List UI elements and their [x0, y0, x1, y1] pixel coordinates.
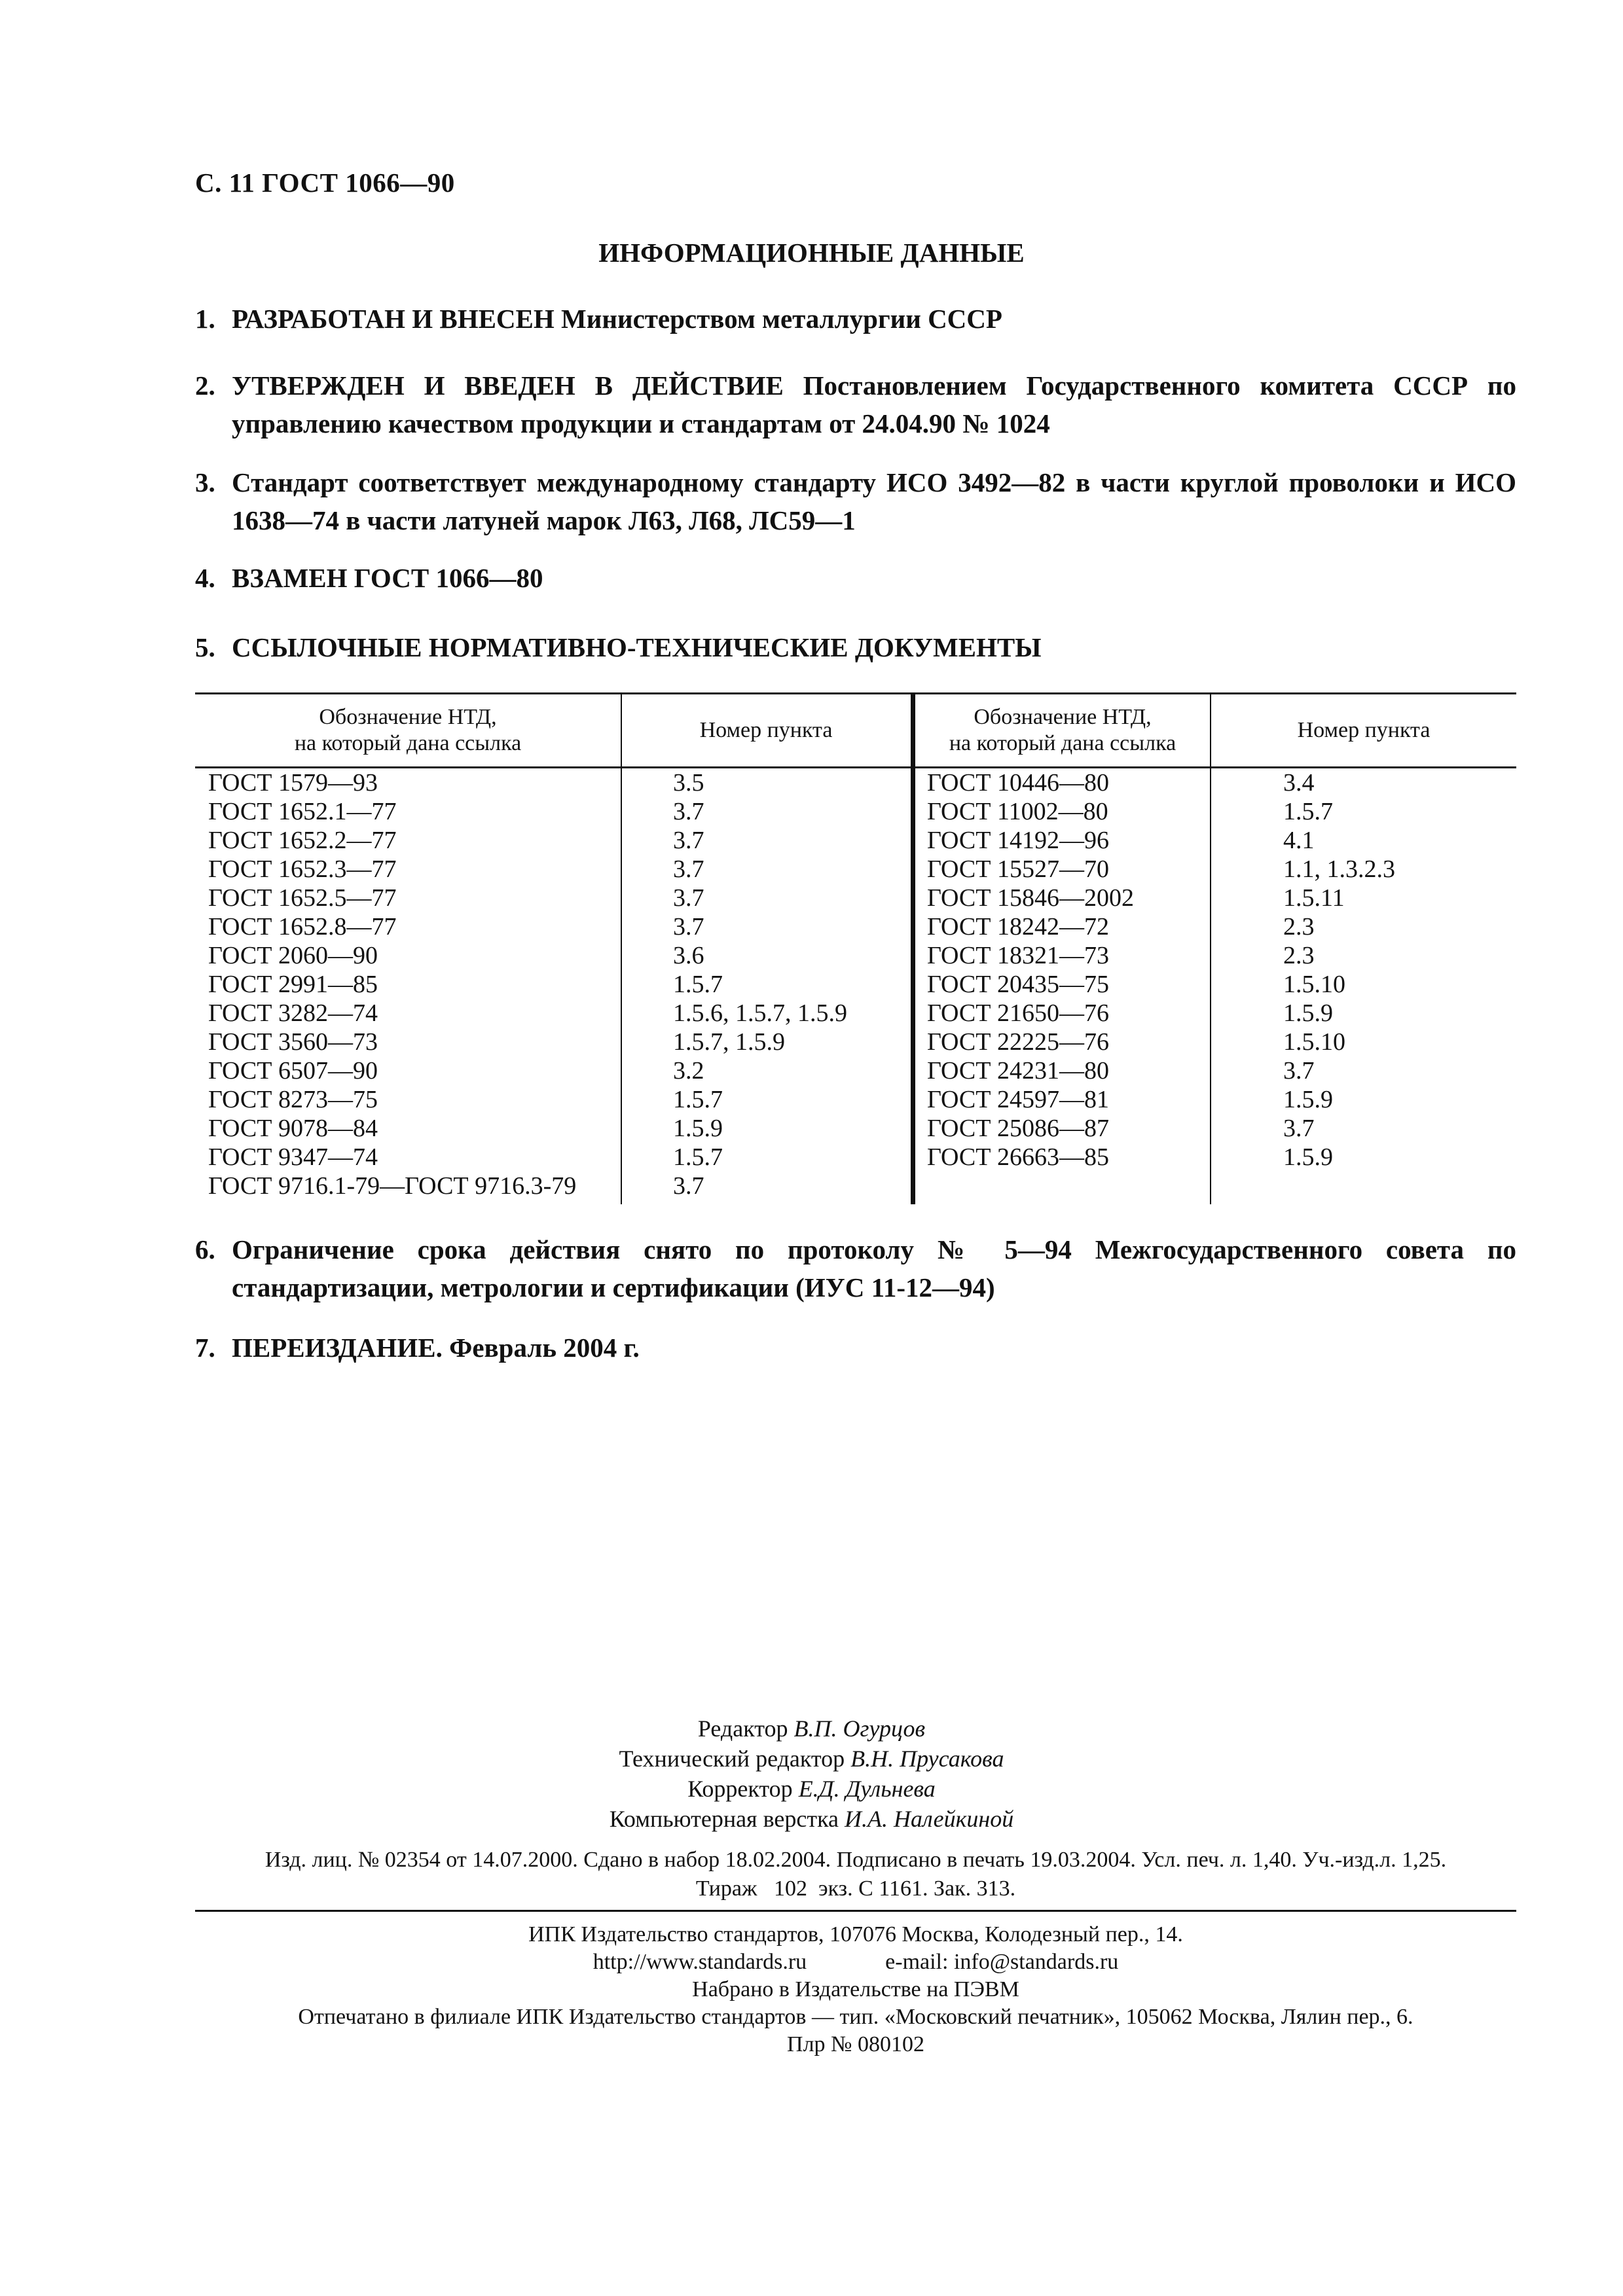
horizontal-rule: [195, 1910, 1516, 1912]
table-cell: ГОСТ 18321—73: [927, 942, 1109, 969]
credit-row: [0, 1713, 1623, 1744]
info-item-5: [195, 628, 1516, 666]
item-text: Министерством металлургии СССР: [554, 304, 1002, 334]
table-cell: ГОСТ 6507—90: [208, 1057, 378, 1085]
table-cell: ГОСТ 18242—72: [927, 913, 1109, 941]
header-clause-left: Номер пункта: [699, 718, 833, 742]
table-cell: 3.7: [673, 827, 704, 854]
credits-block: [0, 1713, 1623, 1834]
table-cell: 1.5.11: [1283, 884, 1345, 912]
publisher-email[interactable]: e-mail: info@standards.ru: [885, 1950, 1119, 1974]
column-divider-thick: [911, 694, 915, 766]
table-cell: 3.4: [1283, 769, 1315, 797]
imprint-line: Тираж 102 экз. С 1161. Зак. 313.: [695, 1876, 1016, 1901]
header-ntd-right: Обозначение НТД, на который дана ссылка: [949, 705, 1176, 755]
item-lead: ВЗАМЕН ГОСТ 1066—80: [232, 563, 543, 593]
table-cell: 3.7: [673, 855, 704, 883]
table-cell: ГОСТ 15527—70: [927, 855, 1109, 883]
item-number: 3.: [195, 467, 215, 497]
column-divider: [621, 768, 622, 1204]
item-text: Февраль 2004 г.: [442, 1333, 640, 1363]
running-head: С. 11 ГОСТ 1066—90: [195, 168, 455, 198]
credit-role: Компьютерная верстка: [609, 1806, 839, 1832]
credit-name: И.А. Налейкиной: [845, 1806, 1014, 1832]
item-text: Постановлением Государственного комитета СССР по управлению качеством продукции и стандартам от 24.04.90 № 1024: [232, 370, 1516, 439]
table-cell: 1.5.10: [1283, 971, 1345, 998]
table-cell: ГОСТ 2991—85: [208, 971, 378, 998]
header-clause-right: Номер пункта: [1297, 718, 1431, 742]
column-divider-thick: [911, 768, 915, 1204]
table-cell: 2.3: [1283, 942, 1315, 969]
credit-role: Редактор: [697, 1715, 788, 1742]
header-ntd-left: Обозначение НТД, на который дана ссылка: [294, 705, 522, 755]
info-item-1: [195, 300, 1516, 338]
table-cell: ГОСТ 1652.5—77: [208, 884, 397, 912]
credit-row: [0, 1774, 1623, 1804]
table-cell: 1.5.7, 1.5.9: [673, 1028, 785, 1056]
item-lead: ПЕРЕИЗДАНИЕ.: [232, 1333, 443, 1363]
info-item-6: [195, 1230, 1516, 1306]
item-number: 2.: [195, 370, 215, 401]
table-cell: 3.7: [673, 913, 704, 941]
column-clause-right: [1283, 768, 1395, 1172]
table-cell: 3.7: [1283, 1057, 1315, 1085]
imprint-line: Изд. лиц. № 02354 от 14.07.2000. Сдано в набор 18.02.2004. Подписано в печать 19.03.2004. Усл. печ. л. 1,40. Уч.-изд.л. 1,25.: [264, 1848, 1447, 1872]
credit-role: Технический редактор: [619, 1746, 845, 1772]
credit-row: [0, 1804, 1623, 1834]
info-item-7: [195, 1329, 1516, 1367]
table-cell: 2.3: [1283, 913, 1315, 941]
table-cell: ГОСТ 9716.1-79—ГОСТ 9716.3-79: [208, 1172, 577, 1200]
publisher-block: [195, 1921, 1516, 2058]
section-title: ИНФОРМАЦИОННЫЕ ДАННЫЕ: [598, 238, 1025, 268]
table-cell: ГОСТ 25086—87: [927, 1115, 1109, 1142]
item-number: 7.: [195, 1333, 215, 1363]
table-cell: ГОСТ 1652.2—77: [208, 827, 397, 854]
credit-name: В.П. Огурцов: [793, 1715, 926, 1742]
column-divider: [1210, 768, 1211, 1204]
publisher-print-note: Отпечатано в филиале ИПК Издательство стандартов — тип. «Московский печатник», 105062 Москва, Лялин пер., 6.: [298, 2005, 1413, 2029]
table-cell: ГОСТ 1579—93: [208, 769, 378, 797]
table-cell: 1.5.9: [1283, 1143, 1333, 1171]
credit-name: Е.Д. Дульнева: [798, 1776, 936, 1802]
publisher-address: ИПК Издательство стандартов, 107076 Москва, Колодезный пер., 14.: [528, 1922, 1183, 1946]
reference-table-header: [195, 692, 1516, 768]
column-clause-left: [673, 768, 847, 1200]
table-cell: ГОСТ 3282—74: [208, 999, 378, 1027]
imprint-block: [195, 1846, 1516, 1903]
item-lead: УТВЕРЖДЕН И ВВЕДЕН В ДЕЙСТВИЕ: [232, 370, 784, 401]
credit-name: В.Н. Прусакова: [850, 1746, 1004, 1772]
table-cell: ГОСТ 1652.3—77: [208, 855, 397, 883]
table-cell: 3.7: [673, 884, 704, 912]
reference-table-body: [195, 768, 1516, 1204]
table-cell: 1.5.7: [1283, 798, 1333, 825]
table-cell: ГОСТ 3560—73: [208, 1028, 378, 1056]
table-cell: 3.7: [673, 798, 704, 825]
item-number: 5.: [195, 632, 215, 662]
table-cell: 1.5.7: [673, 1143, 723, 1171]
table-cell: ГОСТ 10446—80: [927, 769, 1109, 797]
item-number: 1.: [195, 304, 215, 334]
table-cell: 1.5.6, 1.5.7, 1.5.9: [673, 999, 847, 1027]
table-cell: 3.6: [673, 942, 704, 969]
table-cell: 3.5: [673, 769, 704, 797]
table-cell: 3.7: [673, 1172, 704, 1200]
table-cell: ГОСТ 15846—2002: [927, 884, 1134, 912]
table-cell: 1.5.9: [673, 1115, 723, 1142]
table-cell: ГОСТ 2060—90: [208, 942, 378, 969]
table-cell: ГОСТ 21650—76: [927, 999, 1109, 1027]
publisher-contacts: [195, 1948, 1516, 1976]
table-cell: ГОСТ 1652.1—77: [208, 798, 397, 825]
table-cell: ГОСТ 24231—80: [927, 1057, 1109, 1085]
table-cell: ГОСТ 9347—74: [208, 1143, 378, 1171]
credit-row: [0, 1744, 1623, 1774]
table-cell: ГОСТ 14192—96: [927, 827, 1109, 854]
table-cell: ГОСТ 26663—85: [927, 1143, 1109, 1171]
credit-role: Корректор: [687, 1776, 793, 1802]
publisher-url[interactable]: http://www.standards.ru: [593, 1950, 807, 1974]
column-ntd-right: [927, 768, 1134, 1172]
item-text: Стандарт соответствует международному стандарту ИСО 3492—82 в части круглой проволоки и ИСО 1638—74 в части латуней марок Л63, Л68, ЛС59—1: [232, 467, 1516, 535]
publisher-typeset-note: Набрано в Издательстве на ПЭВМ: [692, 1977, 1019, 2001]
table-cell: 1.5.7: [673, 1086, 723, 1113]
table-cell: 3.2: [673, 1057, 704, 1085]
item-number: 4.: [195, 563, 215, 593]
item-lead: ССЫЛОЧНЫЕ НОРМАТИВНО-ТЕХНИЧЕСКИЕ ДОКУМЕНТЫ: [232, 632, 1042, 662]
item-number: 6.: [195, 1234, 215, 1265]
table-cell: ГОСТ 22225—76: [927, 1028, 1109, 1056]
table-cell: 1.1, 1.3.2.3: [1283, 855, 1395, 883]
publisher-license: Плр № 080102: [787, 2032, 924, 2056]
table-cell: 1.5.10: [1283, 1028, 1345, 1056]
table-cell: 3.7: [1283, 1115, 1315, 1142]
table-cell: 1.5.9: [1283, 999, 1333, 1027]
table-cell: 1.5.9: [1283, 1086, 1333, 1113]
column-ntd-left: [208, 768, 576, 1200]
item-lead: РАЗРАБОТАН И ВНЕСЕН: [232, 304, 555, 334]
table-cell: ГОСТ 9078—84: [208, 1115, 378, 1142]
info-item-2: [195, 367, 1516, 442]
info-item-4: [195, 559, 1516, 597]
table-cell: ГОСТ 24597—81: [927, 1086, 1109, 1113]
table-cell: ГОСТ 11002—80: [927, 798, 1108, 825]
item-text: Ограничение срока действия снято по протоколу № 5—94 Межгосударственного совета по стандартизации, метрологии и сертификации (ИУС 11-12—94): [232, 1234, 1516, 1302]
table-cell: 1.5.7: [673, 971, 723, 998]
table-cell: ГОСТ 8273—75: [208, 1086, 378, 1113]
table-cell: ГОСТ 20435—75: [927, 971, 1109, 998]
table-cell: 4.1: [1283, 827, 1315, 854]
table-cell: ГОСТ 1652.8—77: [208, 913, 397, 941]
info-item-3: [195, 463, 1516, 539]
